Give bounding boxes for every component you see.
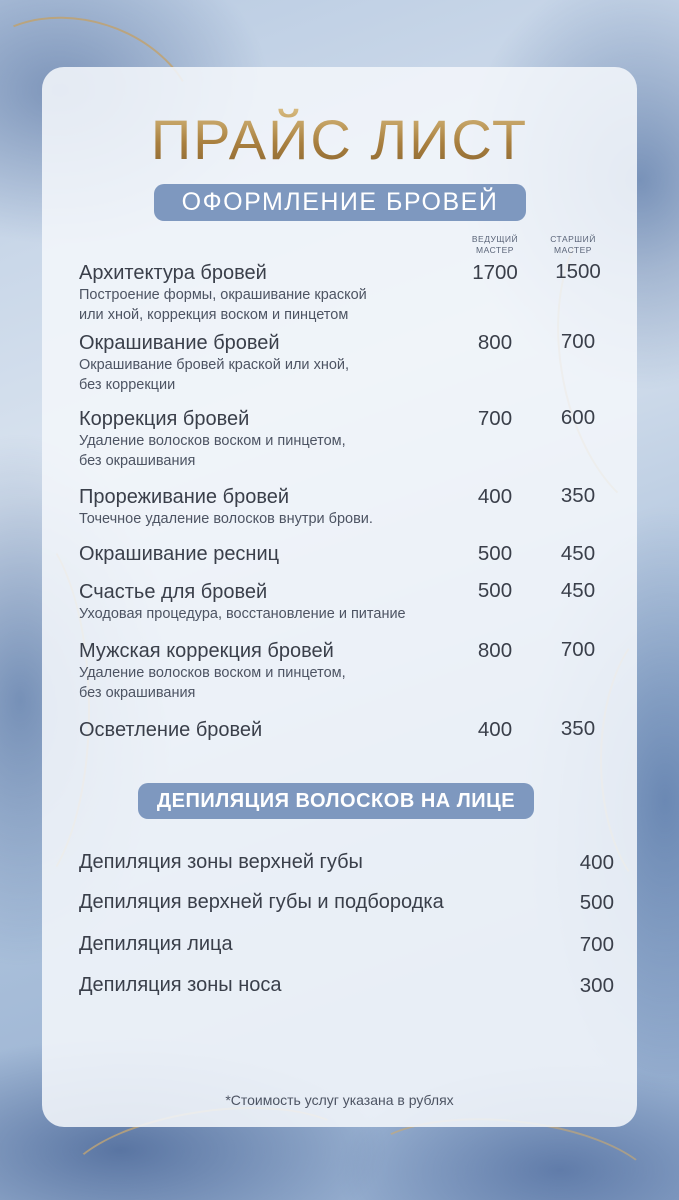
service-row [79, 542, 479, 566]
service-name: Мужская коррекция бровей [79, 640, 334, 662]
service-row [79, 485, 479, 529]
service-description: или хной, коррекция воском и пинцетом [79, 307, 349, 323]
depilation-row [79, 974, 614, 1000]
price-lead: 800 [477, 639, 513, 662]
depilation-name: Депиляция зоны верхней губы [79, 851, 363, 873]
service-name: Окрашивание бровей [79, 332, 280, 354]
depilation-price: 400 [579, 851, 614, 874]
service-name: Коррекция бровей [79, 408, 250, 430]
column-header-senior-master [538, 234, 608, 256]
depilation-name: Депиляция верхней губы и подбородка [79, 891, 444, 913]
depilation-row [79, 933, 614, 959]
price-senior: 600 [560, 406, 596, 429]
price-lead: 500 [477, 542, 513, 565]
service-description: Удаление волосков воском и пинцетом, [79, 665, 346, 681]
depilation-name: Депиляция лица [79, 933, 233, 955]
price-lead: 1700 [472, 261, 518, 284]
section-heading-brows: ОФОРМЛЕНИЕ БРОВЕЙ [154, 184, 526, 221]
depilation-name: Депиляция зоны носа [79, 974, 282, 996]
service-row [79, 331, 479, 395]
price-lead: 800 [477, 331, 513, 354]
service-description: без окрашивания [79, 685, 196, 701]
footnote: *Стоимость услуг указана в рублях [225, 1092, 454, 1108]
service-name: Осветление бровей [79, 719, 263, 741]
service-description: Окрашивание бровей краской или хной, [79, 357, 350, 373]
service-row [79, 639, 479, 703]
service-description: Удаление волосков воском и пинцетом, [79, 433, 346, 449]
page-title: ПРАЙС ЛИСТ [42, 107, 637, 172]
column-header-senior-label: СТАРШИЙ МАСТЕР [550, 234, 596, 255]
depilation-price: 700 [579, 933, 614, 956]
depilation-row [79, 891, 614, 917]
price-lead: 700 [477, 407, 513, 430]
service-name: Прореживание бровей [79, 486, 290, 508]
price-lead: 500 [477, 579, 513, 602]
price-senior: 1500 [555, 260, 601, 283]
service-description: Уходовая процедура, восстановление и питание [79, 606, 406, 622]
service-row [79, 718, 479, 742]
price-senior: 350 [560, 484, 596, 507]
service-description: Точечное удаление волосков внутри брови. [79, 511, 373, 527]
service-description: без окрашивания [79, 453, 196, 469]
service-name: Счастье для бровей [79, 581, 268, 603]
price-senior: 700 [560, 638, 596, 661]
service-name: Архитектура бровей [79, 262, 267, 284]
column-header-lead-label: ВЕДУЩИЙ МАСТЕР [471, 234, 519, 255]
price-senior: 700 [560, 330, 596, 353]
price-senior: 450 [560, 542, 596, 565]
section-heading-face: ДЕПИЛЯЦИЯ ВОЛОСКОВ НА ЛИЦЕ [138, 783, 534, 819]
service-description: Построение формы, окрашивание краской [79, 287, 367, 303]
service-description: без коррекции [79, 377, 176, 393]
service-row [79, 580, 479, 624]
price-senior: 350 [560, 717, 596, 740]
depilation-price: 300 [579, 974, 614, 997]
price-lead: 400 [477, 718, 513, 741]
price-card [42, 67, 637, 1127]
service-row [79, 261, 479, 325]
depilation-price: 500 [579, 891, 614, 914]
depilation-row [79, 851, 614, 877]
service-name: Окрашивание ресниц [79, 543, 280, 565]
price-senior: 450 [560, 579, 596, 602]
price-lead: 400 [477, 485, 513, 508]
service-row [79, 407, 479, 471]
column-header-lead-master [460, 234, 530, 256]
